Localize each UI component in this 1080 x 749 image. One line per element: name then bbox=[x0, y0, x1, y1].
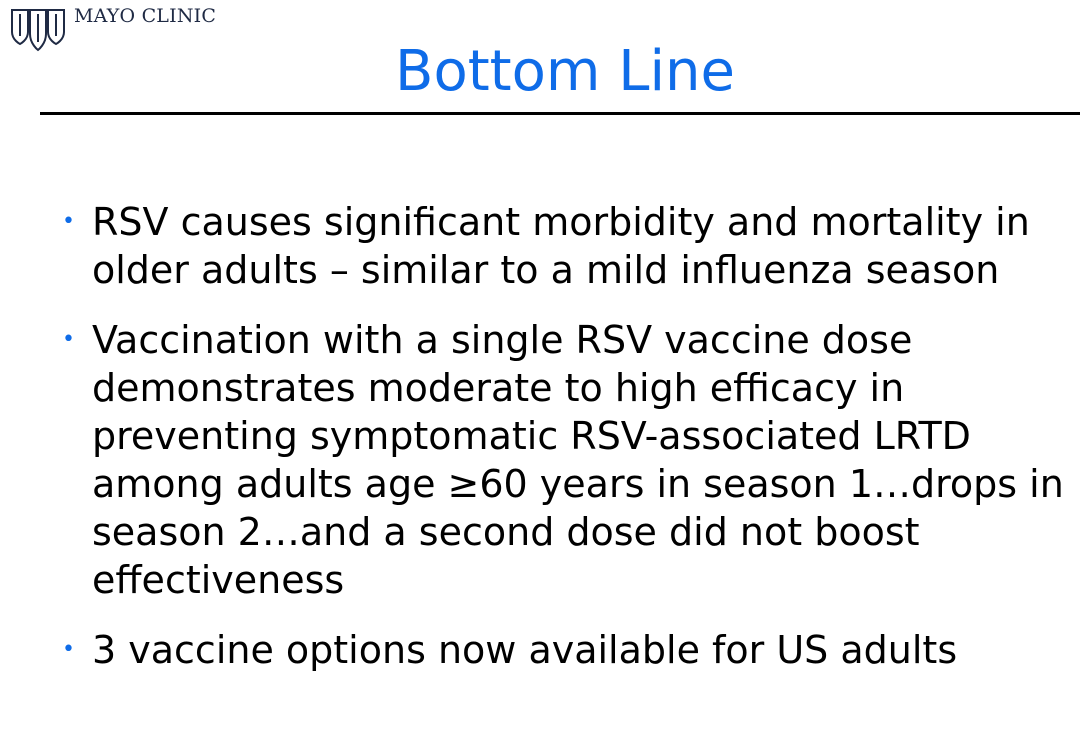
logo-text: MAYO CLINIC bbox=[74, 5, 217, 27]
bullet-text: Vaccination with a single RSV vaccine dose demonstrates moderate to high efficacy in preventing symptomatic RSV-associated LRTD among adults age ≥60 years in season 1…drops in season 2…and a second dose did not boost effectiveness bbox=[92, 318, 1064, 602]
bullet-dot: • bbox=[62, 327, 75, 352]
slide-title: Bottom Line bbox=[395, 39, 735, 104]
bullet-item bbox=[62, 626, 1072, 674]
bullet-text: 3 vaccine options now available for US adults bbox=[92, 628, 958, 672]
title-divider bbox=[40, 112, 1080, 115]
bullet-item bbox=[62, 316, 1072, 604]
bullet-dot: • bbox=[62, 637, 75, 662]
bullet-text: RSV causes significant morbidity and mortality in older adults – similar to a mild influenza season bbox=[92, 200, 1030, 292]
bullet-item bbox=[62, 198, 1072, 294]
bullet-dot: • bbox=[62, 209, 75, 234]
bullet-list bbox=[62, 198, 1072, 696]
